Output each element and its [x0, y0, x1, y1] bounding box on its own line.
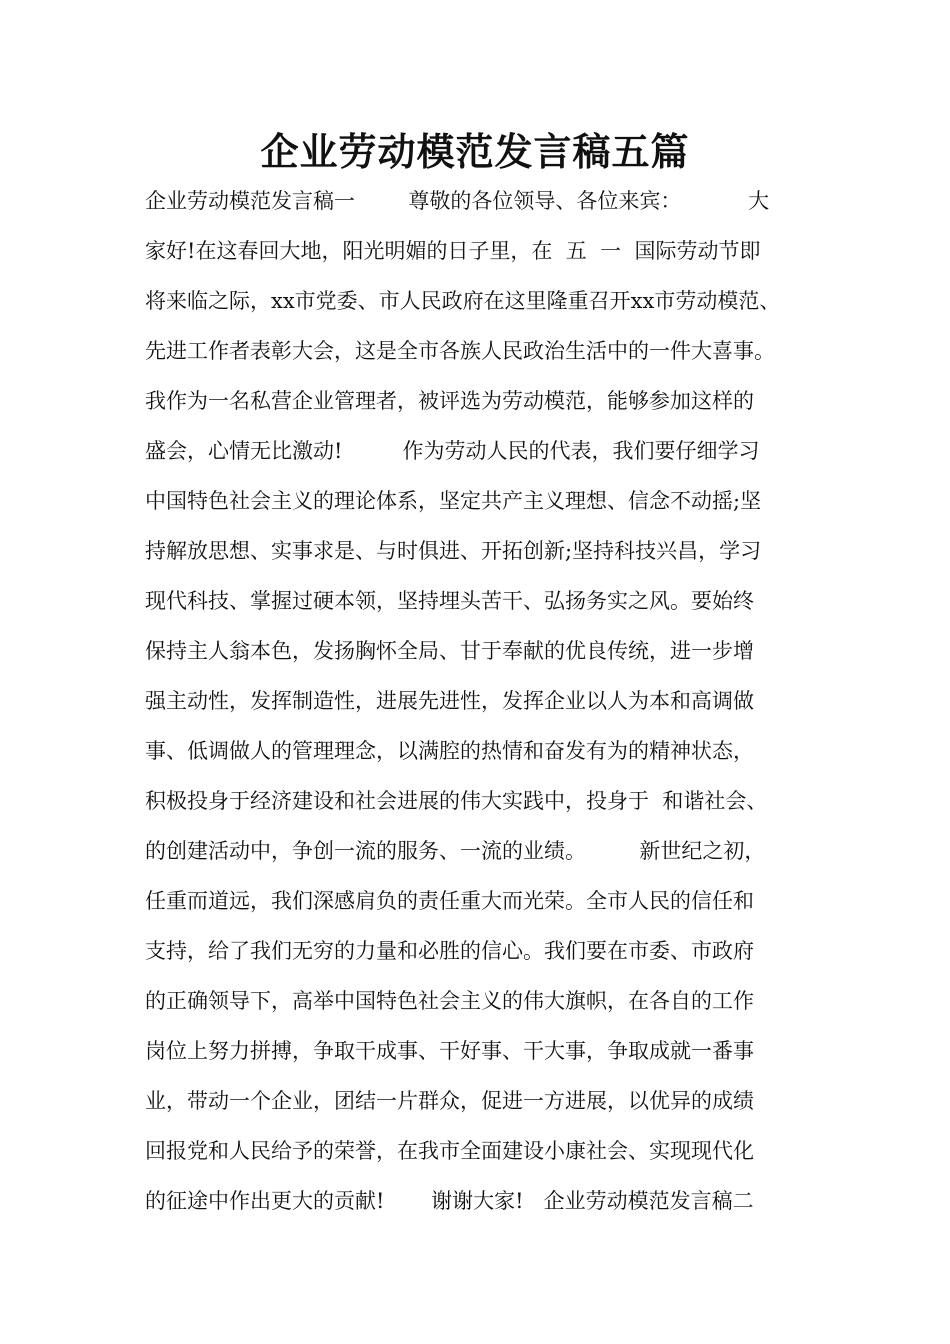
body-line: 现代科技、掌握过硬本领，坚持埋头苦干、弘扬务实之风。要始终 — [145, 589, 754, 613]
body-line: 将来临之际，xx市党委、市人民政府在这里隆重召开xx市劳动模范、 — [145, 289, 781, 313]
body-line: 业，带动一个企业，团结一片群众，促进一方进展，以优异的成绩 — [145, 1089, 754, 1113]
body-line: 企业劳动模范发言稿一 尊敬的各位领导、各位来宾： 大 — [145, 189, 770, 213]
body-line: 家好!在这春回大地，阳光明媚的日子里，在 五 一 国际劳动节即 — [145, 239, 761, 263]
body-line: 中国特色社会主义的理论体系，坚定共产主义理想、信念不动摇;坚 — [145, 489, 762, 513]
body-line: 持解放思想、实事求是、与时俱进、开拓创新;坚持科技兴昌，学习 — [145, 539, 762, 563]
body-line: 强主动性，发挥制造性，进展先进性，发挥企业以人为本和高调做 — [145, 689, 754, 713]
body-line: 的征途中作出更大的贡献! 谢谢大家! 企业劳动模范发言稿二 — [145, 1189, 754, 1213]
body-line: 的正确领导下，高举中国特色社会主义的伟大旗帜，在各自的工作 — [145, 989, 754, 1013]
body-line: 岗位上努力拼搏，争取干成事、干好事、干大事，争取成就一番事 — [145, 1039, 754, 1063]
body-line: 先进工作者表彰大会，这是全市各族人民政治生活中的一件大喜事。 — [145, 339, 775, 363]
body-line: 积极投身于经济建设和社会进展的伟大实践中，投身于 和谐社会、 — [145, 789, 768, 813]
body-line: 盛会，心情无比激动! 作为劳动人民的代表，我们要仔细学习 — [145, 439, 760, 463]
body-line: 回报党和人民给予的荣誉，在我市全面建设小康社会、实现现代化 — [145, 1139, 754, 1163]
body-line: 任重而道远，我们深感肩负的责任重大而光荣。全市人民的信任和 — [145, 889, 754, 913]
body-line: 我作为一名私营企业管理者，被评选为劳动模范，能够参加这样的 — [145, 389, 754, 413]
body-line: 事、低调做人的管理理念，以满腔的热情和奋发有为的精神状态， — [145, 739, 754, 763]
body-line: 保持主人翁本色，发扬胸怀全局、甘于奉献的优良传统，进一步增 — [145, 639, 754, 663]
document-body — [145, 176, 825, 1226]
document-title: 企业劳动模范发言稿五篇 — [260, 129, 690, 174]
body-line: 支持，给了我们无穷的力量和必胜的信心。我们要在市委、市政府 — [145, 939, 754, 963]
body-line: 的创建活动中，争创一流的服务、一流的业绩。 新世纪之初， — [145, 839, 766, 863]
